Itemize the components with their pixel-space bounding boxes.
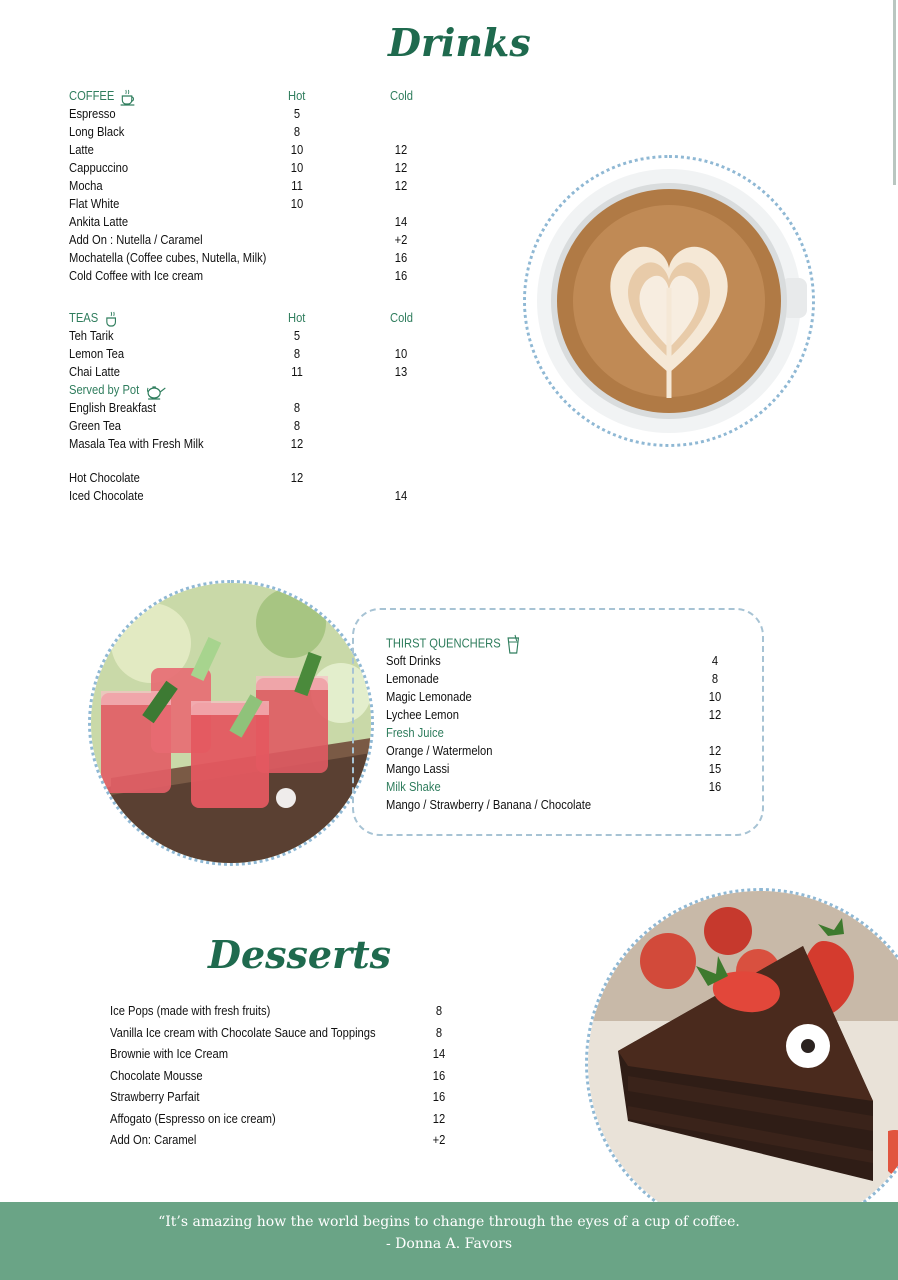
menu-item-cold-price: +2: [394, 232, 408, 247]
menu-item-name: Espresso: [69, 106, 116, 121]
footer-quote-banner: [0, 1202, 898, 1280]
thirst-item-price: 8: [711, 671, 719, 686]
coffee-header-label: COFFEE: [69, 88, 115, 103]
thirst-item-name: Magic Lemonade: [386, 689, 472, 704]
menu-item-name: Iced Chocolate: [69, 488, 144, 503]
menu-item-name: English Breakfast: [69, 400, 157, 415]
thirst-item-price: 12: [708, 707, 722, 722]
menu-item-cold-price: 14: [394, 214, 408, 229]
thirst-item-name: Soft Drinks: [386, 653, 441, 668]
thirst-item-name: Orange / Watermelon: [386, 743, 493, 758]
menu-item-hot-price: 10: [290, 142, 304, 157]
menu-item-hot-price: 8: [293, 400, 301, 415]
menu-item-name: Latte: [69, 142, 94, 157]
menu-item-name: Teh Tarik: [69, 328, 114, 343]
juice-glass-icon: [506, 634, 520, 654]
menu-item-name: Mocha: [69, 178, 103, 193]
menu-item-name: Lemon Tea: [69, 346, 125, 361]
menu-item-cold-price: 14: [394, 488, 408, 503]
menu-item-name: Green Tea: [69, 418, 122, 433]
menu-item-name: Flat White: [69, 196, 120, 211]
coffee-hot-label: Hot: [288, 88, 306, 103]
dessert-item-name: Add On: Caramel: [110, 1132, 197, 1147]
menu-item-cold-price: 16: [394, 250, 408, 265]
thirst-item-price: 15: [708, 761, 722, 776]
menu-item-name: Mochatella (Coffee cubes, Nutella, Milk): [69, 250, 267, 265]
dessert-item-price: 8: [435, 1024, 443, 1040]
menu-item-name: Long Black: [69, 124, 125, 139]
menu-item-hot-price: 8: [293, 418, 301, 433]
menu-item-name: Chai Latte: [69, 364, 120, 379]
chocolate-cake-image: [585, 888, 898, 1238]
menu-item-hot-price: 12: [290, 436, 304, 451]
teas-header: [69, 309, 119, 328]
teas-header-label: TEAS: [69, 310, 99, 325]
dessert-item-price: 16: [432, 1089, 446, 1104]
menu-item-name: Cold Coffee with Ice cream: [69, 268, 204, 283]
dessert-item-price: 14: [432, 1046, 446, 1061]
dessert-item-price: 16: [432, 1067, 446, 1083]
dessert-item-name: Chocolate Mousse: [110, 1067, 203, 1083]
menu-item-cold-price: 12: [394, 160, 408, 175]
menu-item-name: Masala Tea with Fresh Milk: [69, 436, 204, 451]
thirst-item-price: 12: [708, 743, 722, 758]
menu-item-cold-price: 12: [394, 178, 408, 193]
coffee-latte-image: [523, 155, 815, 447]
teapot-icon: [145, 382, 167, 400]
menu-item-hot-price: 5: [293, 328, 301, 343]
served-by-pot-label: [69, 381, 167, 400]
dessert-item-name: Ice Pops (made with fresh fruits): [110, 1003, 271, 1018]
dessert-item-name: Vanilla Ice cream with Chocolate Sauce and Toppings: [110, 1024, 376, 1040]
footer-author: - Donna A. Favors: [386, 1236, 512, 1252]
dessert-item-price: 12: [432, 1110, 446, 1126]
served-by-pot-text: Served by Pot: [69, 382, 140, 397]
watermelon-drinks-illustration: [91, 583, 371, 863]
dessert-item-price: +2: [432, 1132, 446, 1147]
thirst-item-price: 4: [711, 653, 719, 668]
menu-item-cold-price: 13: [394, 364, 408, 379]
watermelon-drinks-image: [88, 580, 374, 866]
menu-item-name: Hot Chocolate: [69, 470, 140, 485]
menu-item-hot-price: 5: [293, 106, 301, 121]
dessert-item-name: Brownie with Ice Cream: [110, 1046, 229, 1061]
latte-art-illustration: [526, 158, 812, 444]
dessert-item-name: Strawberry Parfait: [110, 1089, 200, 1104]
coffee-cold-label: Cold: [390, 88, 414, 103]
coffee-header: [69, 87, 137, 106]
thirst-item-name: Lemonade: [386, 671, 439, 686]
menu-item-name: Add On : Nutella / Caramel: [69, 232, 203, 247]
menu-item-name: Cappuccino: [69, 160, 129, 175]
menu-item-hot-price: 12: [290, 470, 304, 485]
chocolate-cake-illustration: [588, 891, 898, 1235]
thirst-item-name: Mango / Strawberry / Banana / Chocolate: [386, 797, 592, 812]
drinks-title: Drinks: [388, 20, 531, 65]
thirst-item-price: 10: [708, 689, 722, 704]
thirst-header-label: THIRST QUENCHERS: [386, 635, 501, 651]
menu-item-cold-price: 12: [394, 142, 408, 157]
thirst-item-price: 16: [708, 779, 722, 794]
desserts-title: Desserts: [208, 932, 392, 977]
thirst-item-name: Milk Shake: [386, 779, 441, 794]
menu-item-hot-price: 8: [293, 346, 301, 361]
dessert-item-name: Affogato (Espresso on ice cream): [110, 1110, 276, 1126]
menu-item-cold-price: 10: [394, 346, 408, 361]
menu-item-hot-price: 11: [291, 178, 303, 193]
page-edge-bar: [893, 0, 896, 185]
menu-item-hot-price: 10: [290, 196, 304, 211]
coffee-cup-icon: [120, 88, 137, 106]
tea-cup-icon: [104, 310, 119, 328]
menu-item-cold-price: 16: [394, 268, 408, 283]
footer-quote: “It’s amazing how the world begins to change through the eyes of a cup of coffee.: [158, 1214, 740, 1230]
menu-item-hot-price: 8: [293, 124, 301, 139]
menu-item-name: Ankita Latte: [69, 214, 129, 229]
teas-hot-label: Hot: [288, 310, 306, 325]
thirst-item-name: Lychee Lemon: [386, 707, 459, 722]
teas-cold-label: Cold: [390, 310, 414, 325]
thirst-header: [386, 634, 520, 654]
thirst-item-name: Mango Lassi: [386, 761, 450, 776]
dessert-item-price: 8: [435, 1003, 443, 1018]
thirst-item-name: Fresh Juice: [386, 725, 444, 740]
menu-item-hot-price: 11: [291, 364, 303, 379]
menu-item-hot-price: 10: [290, 160, 304, 175]
